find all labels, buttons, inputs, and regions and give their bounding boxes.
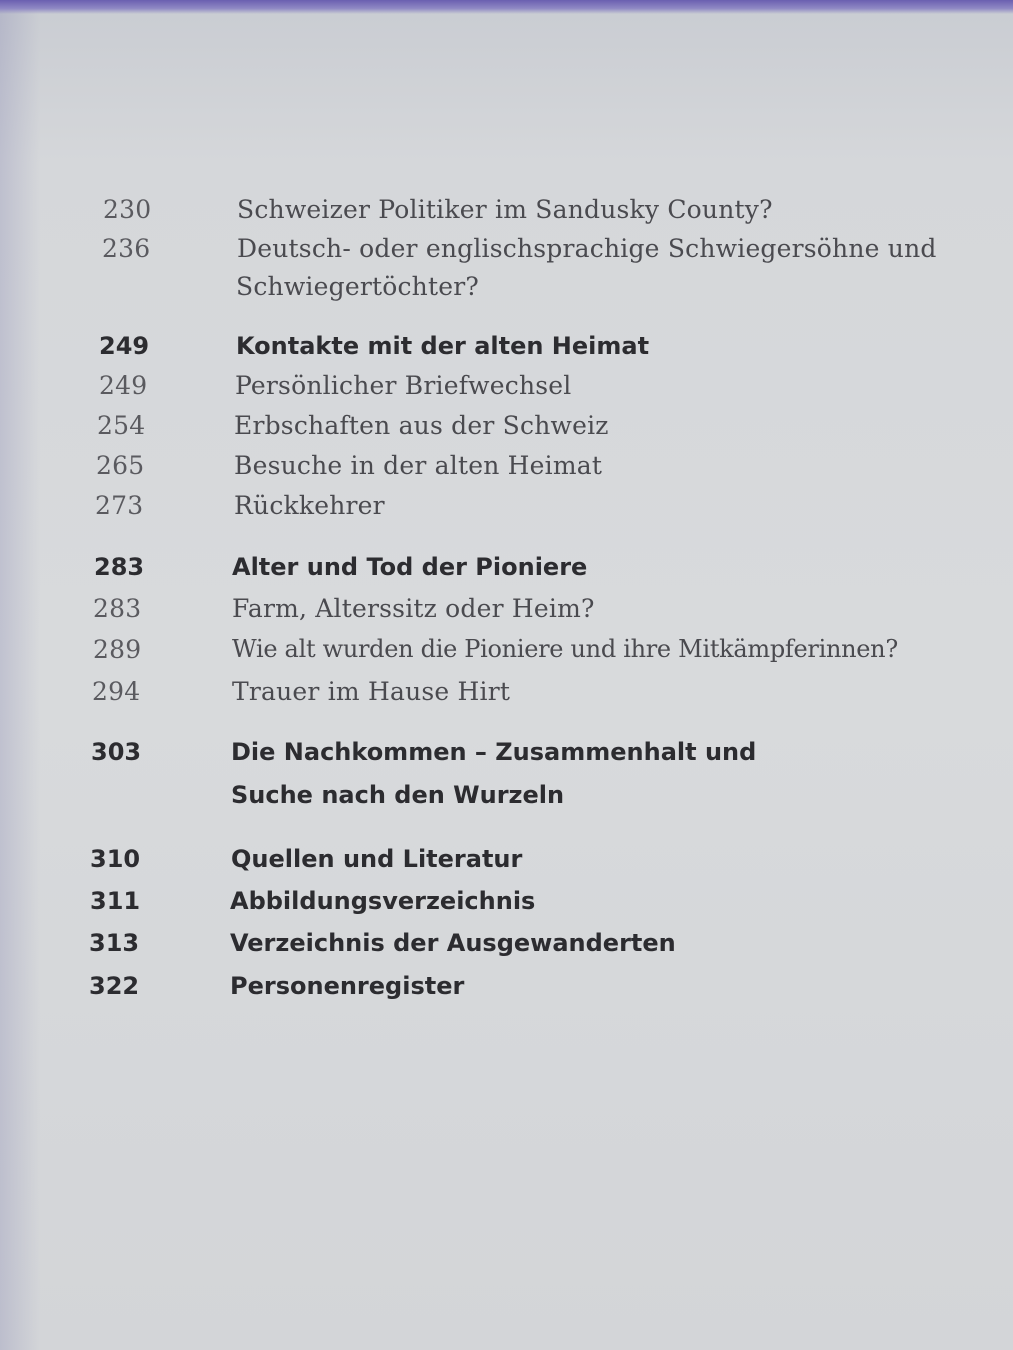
toc-page-number: 230 [103,195,152,224]
toc-chapter-title: Kontakte mit der alten Heimat [236,332,650,360]
toc-title: Besuche in der alten Heimat [234,451,603,480]
toc-chapter-title: Suche nach den Wurzeln [231,781,565,809]
toc-chapter-title: Die Nachkommen – Zusammenhalt und [231,738,757,766]
toc-title: Rückkehrer [234,491,385,520]
toc-page-number: 249 [99,332,150,360]
toc-title: Deutsch- oder englischsprachige Schwiegersöhne und [237,234,937,263]
toc-title: Schweizer Politiker im Sandusky County? [237,195,773,224]
toc-chapter-title: Personenregister [230,972,465,1000]
toc-page-number: 265 [96,451,145,480]
toc-page-number: 322 [89,972,140,1000]
toc-page-number: 236 [102,234,151,263]
toc-chapter-title: Alter und Tod der Pioniere [232,553,588,581]
toc-page-number: 254 [97,411,146,440]
toc-page-number: 289 [93,635,142,664]
toc-page-number: 313 [89,929,140,957]
toc-page-number: 283 [94,553,145,581]
toc-page-number: 249 [99,371,148,400]
toc-page-number: 311 [90,887,141,915]
toc-title: Schwiegertöchter? [236,272,479,301]
toc-page-number: 273 [95,491,144,520]
toc-title: Persönlicher Briefwechsel [235,371,572,400]
toc-page-number: 310 [90,845,141,873]
toc-chapter-title: Quellen und Literatur [231,845,523,873]
toc-title: Trauer im Hause Hirt [232,677,511,706]
toc-chapter-title: Abbildungsverzeichnis [230,887,536,915]
toc-page-number: 283 [93,594,142,623]
toc-title: Wie alt wurden die Pioniere und ihre Mitkämpferinnen? [232,635,898,663]
toc-title: Erbschaften aus der Schweiz [234,411,609,440]
toc-title: Farm, Alterssitz oder Heim? [232,594,595,623]
toc-page-number: 294 [92,677,141,706]
toc-page-number: 303 [91,738,142,766]
toc-chapter-title: Verzeichnis der Ausgewanderten [230,929,676,957]
